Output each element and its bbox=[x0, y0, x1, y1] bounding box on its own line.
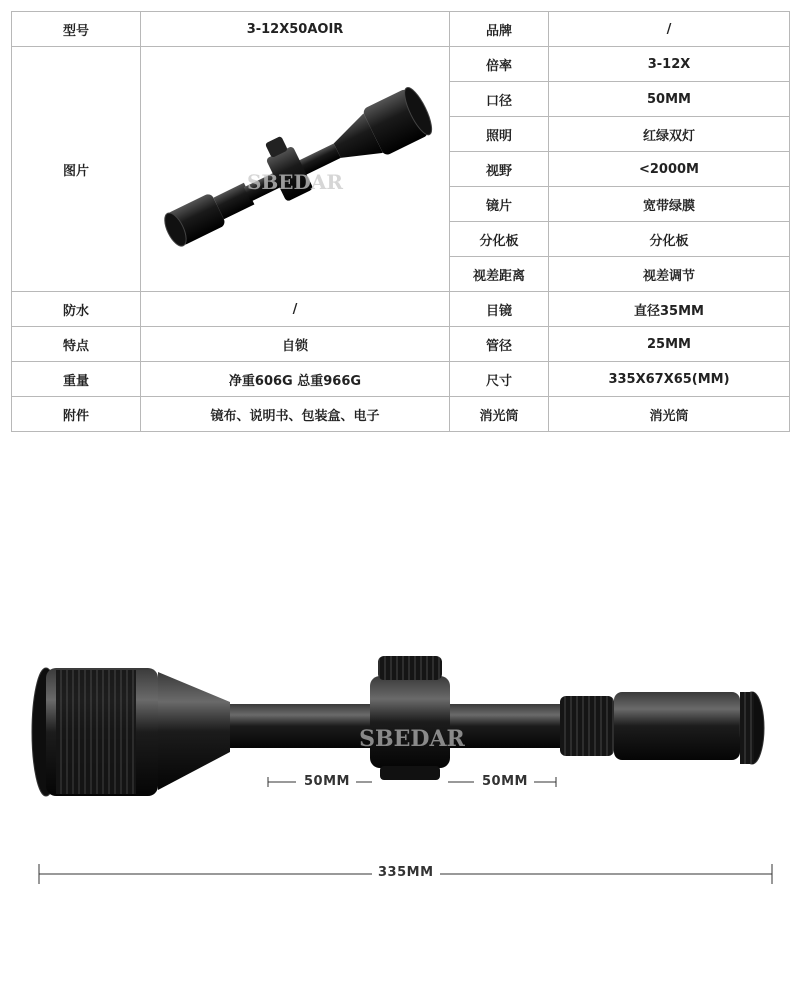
spec-key: 型号 bbox=[12, 12, 141, 47]
left-gap-label: 50MM bbox=[298, 774, 356, 789]
watermark-text: SBEDAR bbox=[359, 726, 465, 752]
spec-value: 红绿双灯 bbox=[549, 117, 790, 152]
spec-key: 尺寸 bbox=[450, 362, 549, 397]
spec-value: 3-12X bbox=[549, 47, 790, 82]
spec-key: 消光筒 bbox=[450, 397, 549, 432]
watermark-text: SBEDAR bbox=[246, 170, 344, 194]
spec-key: 倍率 bbox=[450, 47, 549, 82]
spec-key: 管径 bbox=[450, 327, 549, 362]
spec-key: 防水 bbox=[12, 292, 141, 327]
spec-value: 335X67X65(MM) bbox=[549, 362, 790, 397]
spec-value: / bbox=[141, 292, 450, 327]
spec-value: 宽带绿膜 bbox=[549, 187, 790, 222]
spec-key: 品牌 bbox=[450, 12, 549, 47]
right-gap-label: 50MM bbox=[476, 774, 534, 789]
picture-label: 图片 bbox=[12, 47, 141, 292]
spec-key: 视野 bbox=[450, 152, 549, 187]
scope-thumbnail-image bbox=[145, 49, 445, 289]
spec-key: 镜片 bbox=[450, 187, 549, 222]
table-row bbox=[12, 47, 790, 82]
spec-value: 50MM bbox=[549, 82, 790, 117]
spec-value: 25MM bbox=[549, 327, 790, 362]
spec-value: <2000M bbox=[549, 152, 790, 187]
spec-value: 净重606G 总重966G bbox=[141, 362, 450, 397]
spec-key: 分化板 bbox=[450, 222, 549, 257]
spec-value: 镜布、说明书、包装盒、电子 bbox=[141, 397, 450, 432]
table-row bbox=[12, 327, 790, 362]
table-row bbox=[12, 12, 790, 47]
gap-dimension-lines bbox=[0, 770, 800, 800]
spec-value: / bbox=[549, 12, 790, 47]
spec-key: 重量 bbox=[12, 362, 141, 397]
spec-key: 特点 bbox=[12, 327, 141, 362]
spec-value: 3-12X50AOIR bbox=[141, 12, 450, 47]
table-row bbox=[12, 362, 790, 397]
scope-thumbnail-cell bbox=[141, 47, 450, 292]
total-length-label: 335MM bbox=[372, 865, 440, 880]
table-row bbox=[12, 292, 790, 327]
spec-value: 消光筒 bbox=[549, 397, 790, 432]
spec-table bbox=[11, 11, 790, 432]
spec-value: 自锁 bbox=[141, 327, 450, 362]
spec-key: 视差距离 bbox=[450, 257, 549, 292]
spec-key: 附件 bbox=[12, 397, 141, 432]
spec-value: 视差调节 bbox=[549, 257, 790, 292]
spec-key: 目镜 bbox=[450, 292, 549, 327]
spec-value: 分化板 bbox=[549, 222, 790, 257]
spec-key: 口径 bbox=[450, 82, 549, 117]
spec-key: 照明 bbox=[450, 117, 549, 152]
table-row bbox=[12, 397, 790, 432]
spec-value: 直径35MM bbox=[549, 292, 790, 327]
